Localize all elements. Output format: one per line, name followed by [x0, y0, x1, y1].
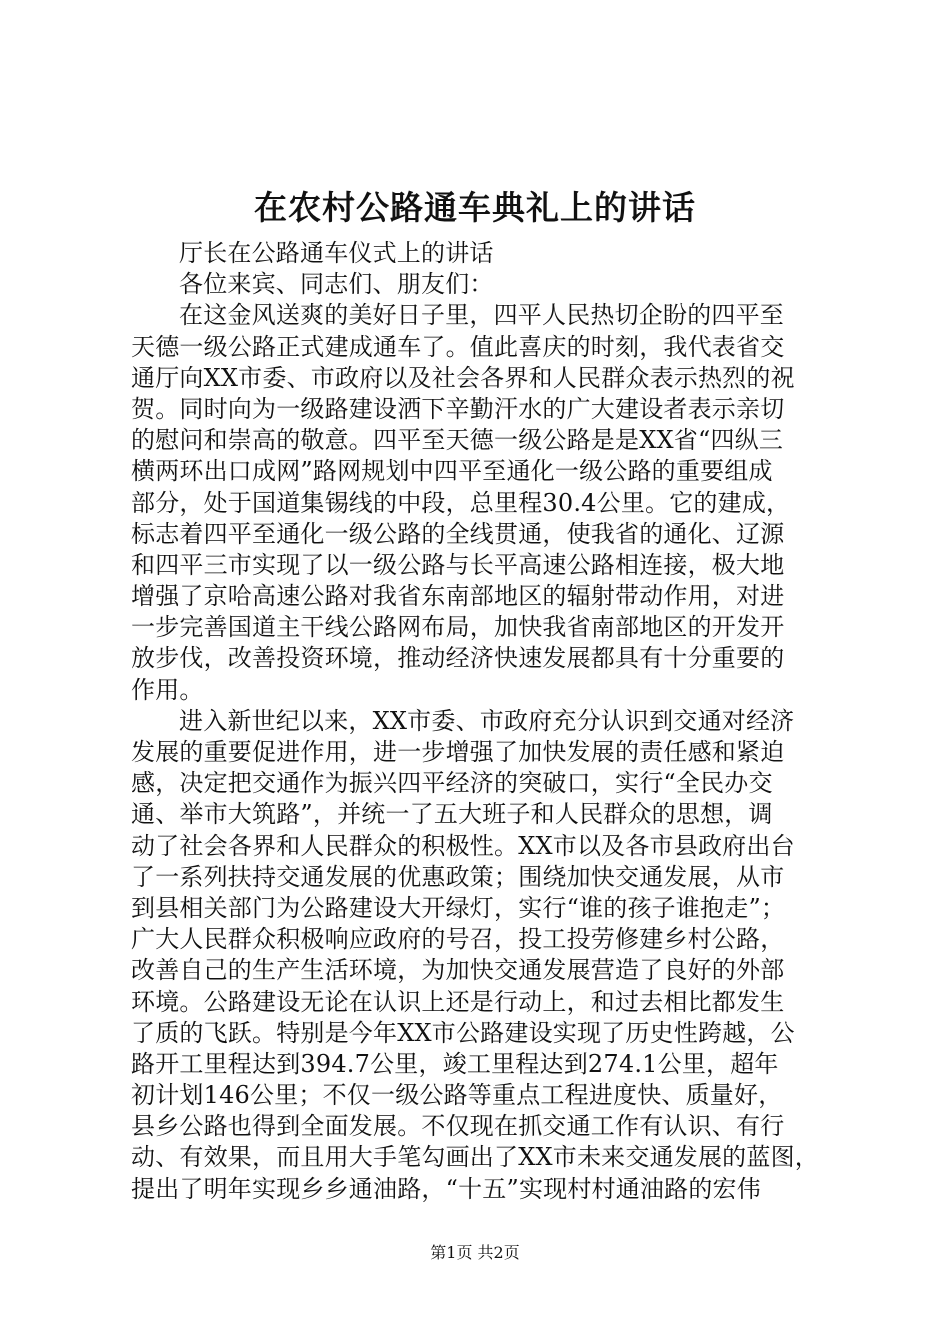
text-line: 增强了京哈高速公路对我省东南部地区的辐射带动作用，对进 [131, 582, 785, 611]
text-line: 标志着四平至通化一级公路的全线贯通，使我省的通化、辽源 [131, 519, 785, 548]
text-line: 提出了明年实现乡乡通油路，“十五”实现村村通油路的宏伟 [131, 1174, 761, 1203]
text-line: 通厅向XX市委、市政府以及社会各界和人民群众表示热烈的祝 [131, 363, 795, 392]
text-line: 在这金风送爽的美好日子里，四平人民热切企盼的四平至 [179, 301, 784, 330]
page-title: 在农村公路通车典礼上的讲话 [254, 188, 696, 227]
text-line: 放步伐，改善投资环境，推动经济快速发展都具有十分重要的 [131, 644, 785, 673]
text-line: 县乡公路也得到全面发展。不仅现在抓交通工作有认识、有行 [131, 1112, 785, 1141]
text-line: 广大人民群众积极响应政府的号召，投工投劳修建乡村公路， [131, 925, 785, 954]
text-line: 进入新世纪以来，XX市委、市政府充分认识到交通对经济 [179, 706, 795, 735]
text-line: 和四平三市实现了以一级公路与长平高速公路相连接，极大地 [131, 550, 785, 579]
text-line: 部分，处于国道集锡线的中段，总里程30.4公里。它的建成， [131, 488, 791, 517]
text-line: 动、有效果，而且用大手笔勾画出了XX市未来交通发展的蓝图， [131, 1143, 819, 1172]
text-line: 改善自己的生产生活环境，为加快交通发展营造了良好的外部 [131, 956, 785, 985]
speech-body [131, 238, 831, 1205]
text-line: 厅长在公路通车仪式上的讲话 [179, 239, 494, 267]
page-footer: 第1页 共2页 [430, 1243, 520, 1262]
text-line: 贺。同时向为一级路建设洒下辛勤汗水的广大建设者表示亲切 [131, 394, 785, 423]
text-line: 了质的飞跃。特别是今年XX市公路建设实现了历史性跨越，公 [131, 1018, 795, 1047]
text-line: 的慰问和崇高的敬意。四平至天德一级公路是是XX省“四纵三 [131, 426, 784, 455]
text-line: 一步完善国道主干线公路网布局，加快我省南部地区的开发开 [131, 613, 785, 642]
text-line: 各位来宾、同志们、朋友们： [179, 270, 494, 299]
text-line: 作用。 [131, 675, 204, 704]
text-line: 感，决定把交通作为振兴四平经济的突破口，实行“全民办交 [131, 769, 773, 798]
text-line: 初计划146公里；不仅一级公路等重点工程进度快、质量好， [131, 1081, 783, 1110]
text-line: 横两环出口成网”路网规划中四平至通化一级公路的重要组成 [131, 457, 773, 486]
text-line: 天德一级公路正式建成通车了。值此喜庆的时刻，我代表省交 [131, 332, 785, 361]
text-line: 环境。公路建设无论在认识上还是行动上，和过去相比都发生 [131, 987, 785, 1016]
text-line: 发展的重要促进作用，进一步增强了加快发展的责任感和紧迫 [131, 738, 785, 766]
text-line: 了一系列扶持交通发展的优惠政策；围绕加快交通发展，从市 [131, 862, 785, 891]
text-line: 到县相关部门为公路建设大开绿灯，实行“谁的孩子谁抱走”； [131, 893, 786, 922]
text-line: 路开工里程达到394.7公里，竣工里程达到274.1公里，超年 [131, 1049, 779, 1078]
text-line: 通、举市大筑路”，并统一了五大班子和人民群众的思想，调 [131, 800, 773, 829]
text-line: 动了社会各界和人民群众的积极性。XX市以及各市县政府出台 [131, 831, 795, 860]
